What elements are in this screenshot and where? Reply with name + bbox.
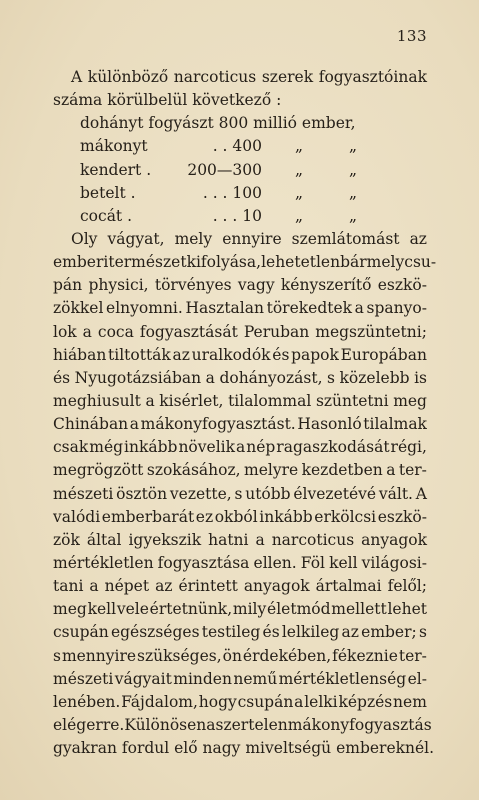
stats-cell-unit1: „	[294, 183, 304, 202]
stats-cell-name: mákonyt	[80, 137, 148, 156]
stats-row	[80, 135, 380, 158]
text-line: hiában tiltották az uralkodók és papok Europában	[53, 345, 427, 364]
text-line: s mennyire szükséges, ön érdekében, fékeznie ter-	[53, 646, 427, 665]
stats-rows	[80, 135, 380, 228]
stats-cell-unit2: „	[348, 206, 358, 225]
stats-cell-value: . . 400	[212, 137, 262, 156]
text-line: csupán egészséges testileg és lelkileg az ember; s	[53, 623, 427, 642]
text-line: mészeti vágyait minden nemű mértékletlenség el-	[53, 669, 427, 688]
stats-cell-name: cocát .	[80, 206, 133, 225]
text-line: gyakran fordul elő nagy miveltségü embereknél.	[53, 739, 435, 758]
stats-row	[80, 205, 380, 228]
stats-cell-unit2: „	[348, 160, 358, 179]
stats-cell-unit1: „	[294, 206, 304, 225]
stats-cell-name: kendert .	[80, 160, 152, 179]
stats-row	[80, 182, 380, 205]
stats-row-text: dohányt fogyászt 800 millió ember,	[80, 114, 356, 133]
text-line: A különböző narcoticus szerek fogyasztóinak	[71, 68, 427, 86]
text-line: zökkel elnyomni. Hasztalan törekedtek a spanyo-	[53, 299, 427, 318]
stats-row-tobacco	[80, 112, 380, 135]
text-line: valódi emberbarát ez okból inkább erkölcsi eszkö-	[53, 507, 427, 526]
stats-row	[80, 159, 380, 182]
text-line: mértékletlen fogyasztása ellen. Föl kell világosi-	[53, 553, 427, 572]
text-line: és Nyugotázsiában a dohányozást, s közelebb is	[53, 368, 427, 387]
page-number: 133	[396, 27, 427, 45]
stats-cell-unit2: „	[348, 183, 358, 202]
text-line: pán physici, törvényes vagy kényszerítő eszkö-	[53, 276, 427, 295]
text-line: tani a népet az érintett anyagok ártalmai felől;	[53, 577, 427, 596]
stats-cell-name: betelt .	[80, 183, 136, 202]
main-paragraph	[53, 228, 437, 760]
consumption-stats-table	[80, 112, 380, 228]
stats-cell-value: . . . 100	[202, 183, 262, 202]
text-line: zök által igyekszik hatni a narcoticus anyagok	[53, 530, 427, 549]
text-line: mészeti ösztön vezette, s utóbb élvezetévé vált. A	[53, 484, 427, 503]
page-text-block	[53, 66, 437, 760]
stats-cell-value: 200—300	[187, 160, 262, 179]
text-line: elég erre. Különösen a szertelen mákonyfogyasztás	[53, 715, 432, 734]
text-line: Chinában a mákonyfogyasztást. Hasonló tilalmak	[53, 415, 427, 434]
text-line: lok a coca fogyasztását Peruban megszüntetni;	[53, 322, 427, 341]
intro-paragraph	[53, 66, 427, 112]
stats-cell-unit1: „	[294, 137, 304, 156]
text-line: Oly vágyat, mely ennyire szemlátomást az	[71, 229, 427, 248]
text-line: megrögzött szokásához, melyre kezdetben a ter-	[53, 461, 427, 480]
text-line: emberi természet kifolyása, lehetetlen bármely csu-	[53, 253, 437, 272]
text-line: lenében. Fájdalom, hogy csupán a lelki képzés nem	[53, 692, 427, 711]
stats-cell-unit1: „	[294, 160, 304, 179]
stats-cell-unit2: „	[348, 137, 358, 156]
stats-cell-value: . . . 10	[212, 206, 262, 225]
text-line: száma körülbelül következő :	[53, 91, 282, 110]
text-line: csak még inkább növelik a nép ragaszkodását régi,	[53, 438, 427, 457]
text-line: meg kell vele értetnünk, mily életmód mellett lehet	[53, 600, 427, 619]
text-line: meghiusult a kisérlet, tilalommal szüntetni meg	[53, 391, 427, 410]
